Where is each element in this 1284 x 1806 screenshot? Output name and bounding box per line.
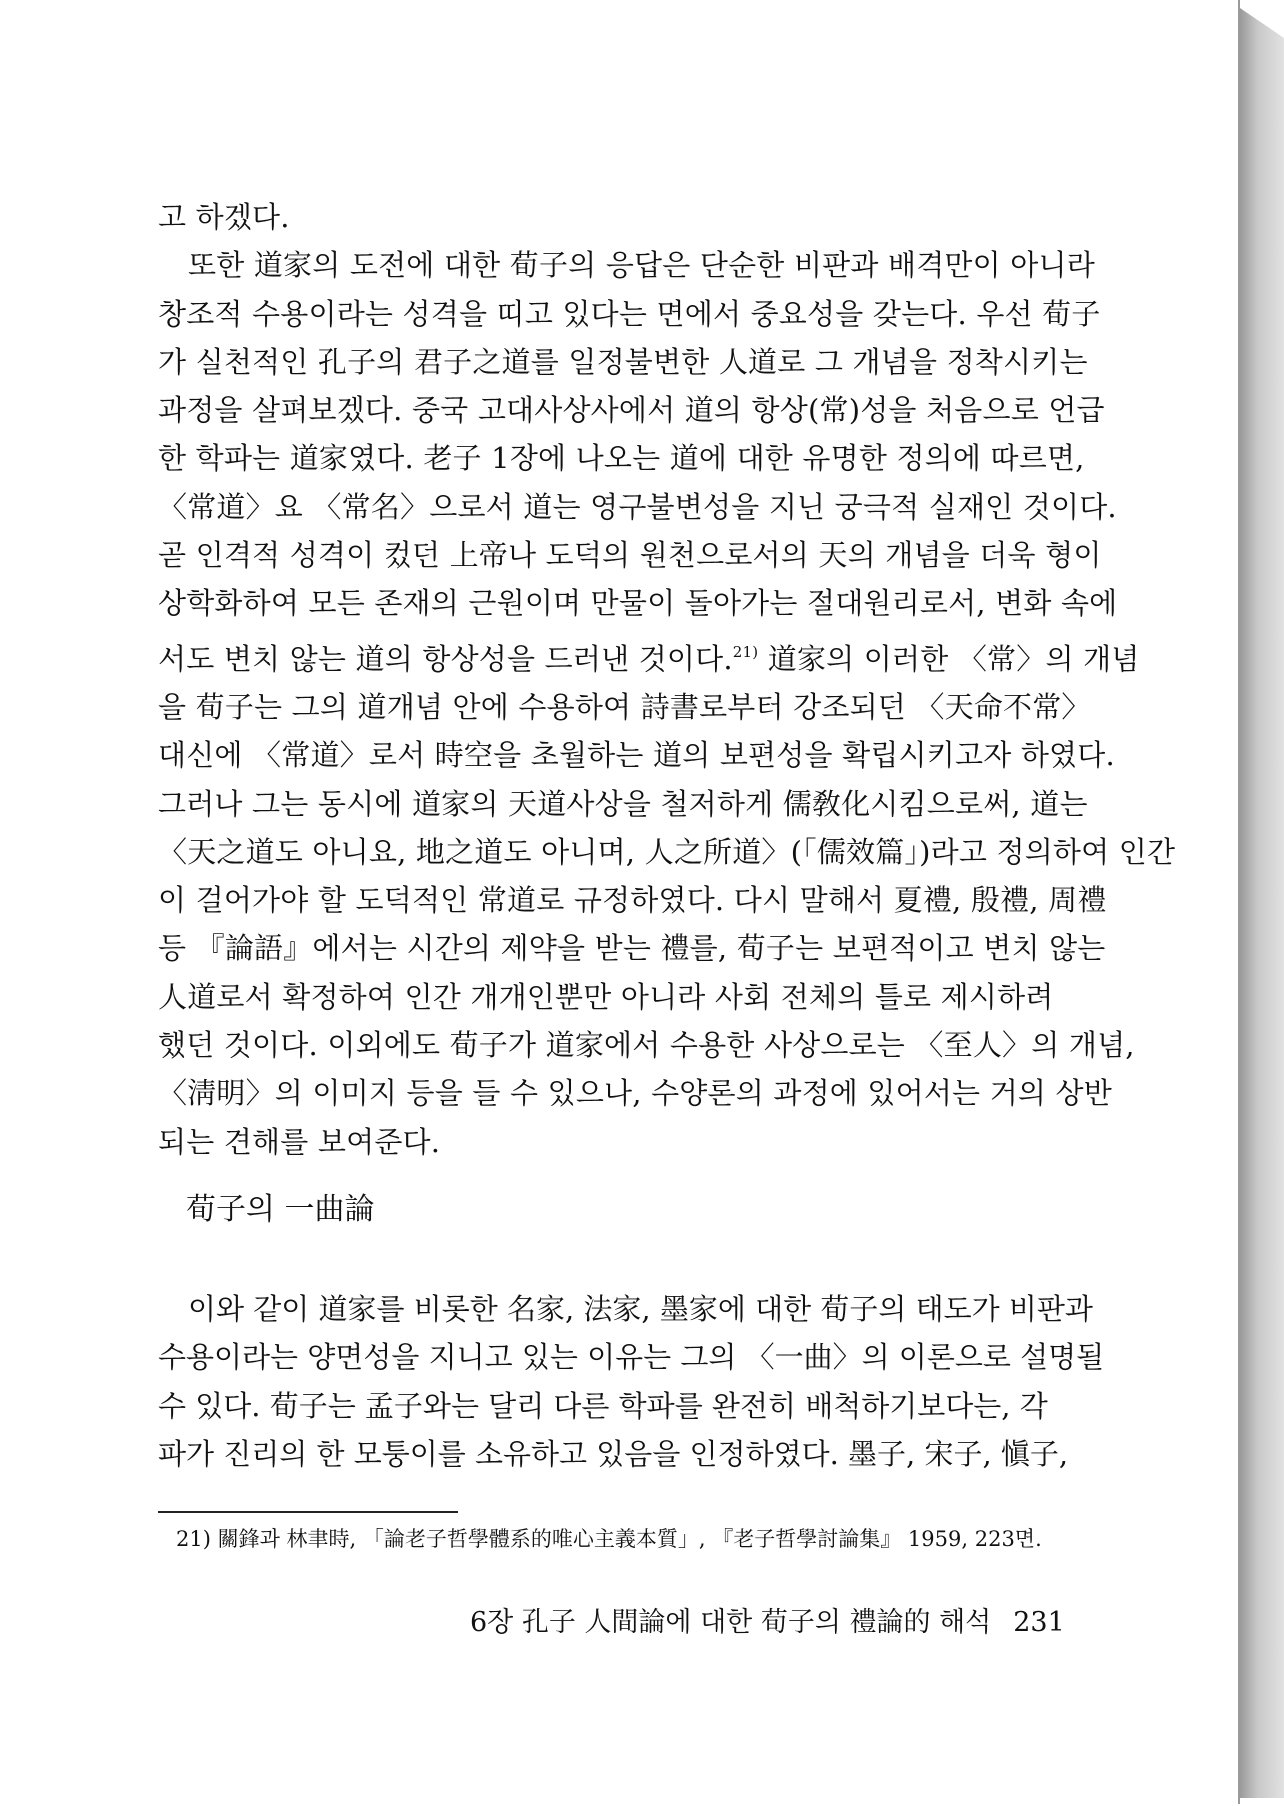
section-body-text [158, 1285, 1105, 1478]
text-line: 창조적 수용이라는 성격을 띠고 있다는 면에서 중요성을 갖는다. 우선 荀子 [158, 296, 1101, 331]
text-line: 수 있다. 荀子는 孟子와는 달리 다른 학파를 완전히 배척하기보다는, 각 [158, 1388, 1048, 1423]
page-number: 231 [1013, 1607, 1065, 1638]
text-line: 이와 같이 道家를 비롯한 名家, 法家, 墨家에 대한 荀子의 태도가 비판과 [188, 1292, 1093, 1326]
text-line: 을 荀子는 그의 道개념 안에 수용하여 詩書로부터 강조되던 〈天命不常〉 [158, 689, 1091, 724]
text-line: 등 『論語』에서는 시간의 제약을 받는 禮를, 荀子는 보편적이고 변치 않는 [158, 931, 1106, 966]
text-line: 대신에 〈常道〉로서 時空을 초월하는 道의 보편성을 확립시키고자 하였다. [158, 738, 1115, 773]
paragraph-continuation [158, 193, 1058, 241]
page-edge-shadow [1240, 8, 1284, 1798]
text-line: 〈天之道도 아니요, 地之道도 아니며, 人之所道〉(「儒效篇」)라고 정의하여 인간 [158, 834, 1176, 869]
text-line-with-footnote [158, 628, 1140, 683]
text-line: 고 하겠다. [158, 200, 290, 234]
text-line: 과정을 살펴보겠다. 중국 고대사상사에서 道의 항상(常)성을 처음으로 언급 [158, 393, 1105, 428]
footnote-ref[interactable]: 21) [732, 642, 759, 661]
text-line: 〈淸明〉의 이미지 등을 들 수 있으나, 수양론의 과정에 있어서는 거의 상반 [158, 1076, 1112, 1111]
text-line: 상학화하여 모든 존재의 근원이며 만물이 돌아가는 절대원리로서, 변화 속에 [158, 586, 1118, 621]
text-line: 가 실천적인 孔子의 君子之道를 일정불변한 人道로 그 개념을 정착시키는 [158, 344, 1088, 379]
running-footer [470, 1603, 1065, 1643]
text-line: 했던 것이다. 이외에도 荀子가 道家에서 수용한 사상으로는 〈至人〉의 개념, [158, 1028, 1135, 1063]
text-line: 한 학파는 道家였다. 老子 1장에 나오는 道에 대한 유명한 정의에 따르면, [158, 441, 1085, 476]
text-segment: 道家의 이러한 〈常〉의 개념 [758, 641, 1140, 676]
text-line: 이 걸어가야 할 도덕적인 常道로 규정하였다. 다시 말해서 夏禮, 殷禮, 周禮 [158, 883, 1107, 918]
main-body-text [158, 193, 1176, 1166]
text-line: 되는 견해를 보여준다. [158, 1124, 441, 1159]
footnote-divider [158, 1511, 458, 1513]
text-line: 人道로서 확정하여 인간 개개인뿐만 아니라 사회 전체의 틀로 제시하려 [158, 979, 1054, 1014]
text-line: 그러나 그는 동시에 道家의 天道사상을 철저하게 儒敎化시킴으로써, 道는 [158, 786, 1088, 821]
chapter-title: 6장 孔子 人間論에 대한 荀子의 禮論的 해석 [470, 1607, 992, 1638]
section-heading: 荀子의 一曲論 [186, 1192, 375, 1227]
footnote: 21) 關鋒과 林聿時, 「論老子哲學體系的唯心主義本質」, 『老子哲學討論集』 1959, 223면. [176, 1527, 1042, 1551]
text-line: 〈常道〉요 〈常名〉으로서 道는 영구불변성을 지닌 궁극적 실재인 것이다. [158, 489, 1117, 524]
paragraph-dao-response [158, 241, 1176, 1166]
text-line: 수용이라는 양면성을 지니고 있는 이유는 그의 〈一曲〉의 이론으로 설명될 [158, 1340, 1105, 1375]
text-line: 곧 인격적 성격이 컸던 上帝나 도덕의 원천으로서의 天의 개념을 더욱 형이 [158, 538, 1102, 573]
text-segment: 서도 변치 않는 道의 항상성을 드러낸 것이다. [158, 641, 733, 676]
text-line: 또한 道家의 도전에 대한 荀子의 응답은 단순한 비판과 배격만이 아니라 [188, 248, 1095, 283]
text-line: 파가 진리의 한 모퉁이를 소유하고 있음을 인정하였다. 墨子, 宋子, 愼子, [158, 1436, 1069, 1471]
